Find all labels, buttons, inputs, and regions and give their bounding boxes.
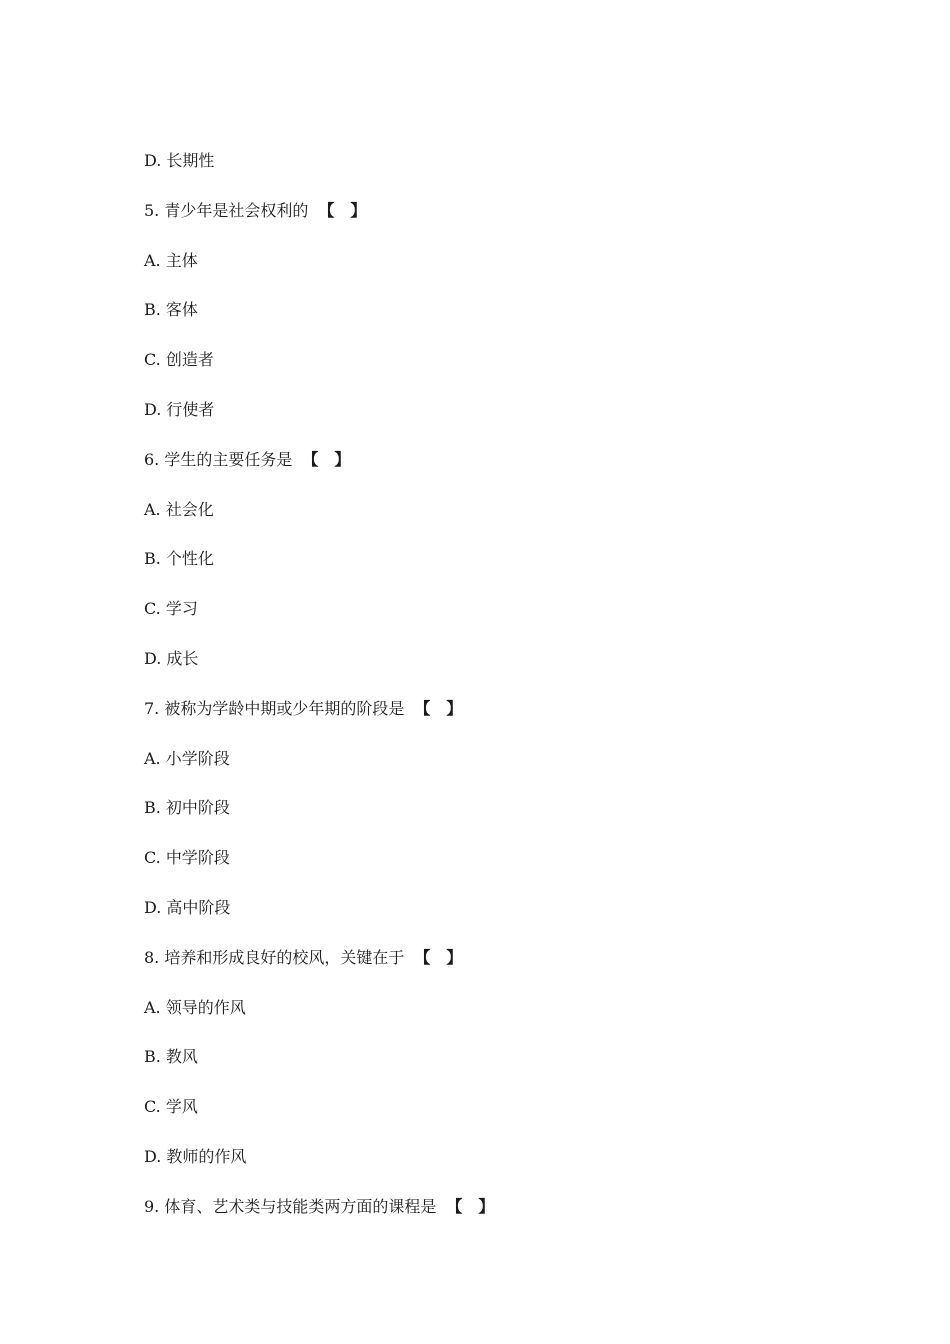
option-text: B. 初中阶段: [144, 798, 230, 818]
option-text: C. 学习: [144, 599, 198, 619]
option-line: [144, 795, 844, 845]
option-text: A. 领导的作风: [144, 997, 246, 1017]
question-line: [144, 198, 844, 248]
option-line: [144, 646, 844, 696]
question-list: [144, 148, 844, 1244]
option-text: C. 中学阶段: [144, 848, 230, 868]
option-line: [144, 995, 844, 1045]
option-text: D. 高中阶段: [144, 897, 231, 917]
option-text: A. 小学阶段: [144, 748, 230, 768]
option-line: [144, 895, 844, 945]
option-text: A. 主体: [144, 250, 198, 270]
option-text: C. 学风: [144, 1097, 198, 1117]
option-text: D. 教师的作风: [144, 1146, 247, 1166]
option-text: B. 个性化: [144, 549, 214, 569]
question-line: [144, 696, 844, 746]
option-text: A. 社会化: [144, 499, 214, 519]
question-line: [144, 945, 844, 995]
option-line: [144, 297, 844, 347]
answer-bracket: 【 】: [302, 449, 351, 469]
option-text: C. 创造者: [144, 350, 214, 370]
option-line: [144, 248, 844, 298]
option-text: B. 客体: [144, 300, 198, 320]
answer-bracket: 【 】: [414, 947, 463, 967]
question-text: 6. 学生的主要任务是: [144, 449, 293, 469]
question-text: 7. 被称为学龄中期或少年期的阶段是: [144, 698, 405, 718]
option-line: [144, 746, 844, 796]
option-line: [144, 497, 844, 547]
question-text: 9. 体育、艺术类与技能类两方面的课程是: [144, 1196, 437, 1216]
question-text: 5. 青少年是社会权利的: [144, 200, 309, 220]
option-text: B. 教风: [144, 1047, 198, 1067]
option-line: [144, 148, 844, 198]
answer-bracket: 【 】: [318, 200, 367, 220]
option-line: [144, 397, 844, 447]
option-line: [144, 546, 844, 596]
option-line: [144, 1044, 844, 1094]
question-line: [144, 1194, 844, 1244]
option-line: [144, 596, 844, 646]
option-line: [144, 845, 844, 895]
option-text: D. 行使者: [144, 399, 215, 419]
answer-bracket: 【 】: [414, 698, 463, 718]
option-text: D. 长期性: [144, 151, 215, 170]
option-line: [144, 347, 844, 397]
answer-bracket: 【 】: [446, 1196, 495, 1216]
question-text: 8. 培养和形成良好的校风，关键在于: [144, 947, 405, 967]
option-line: [144, 1144, 844, 1194]
question-line: [144, 447, 844, 497]
option-text: D. 成长: [144, 648, 199, 668]
option-line: [144, 1094, 844, 1144]
